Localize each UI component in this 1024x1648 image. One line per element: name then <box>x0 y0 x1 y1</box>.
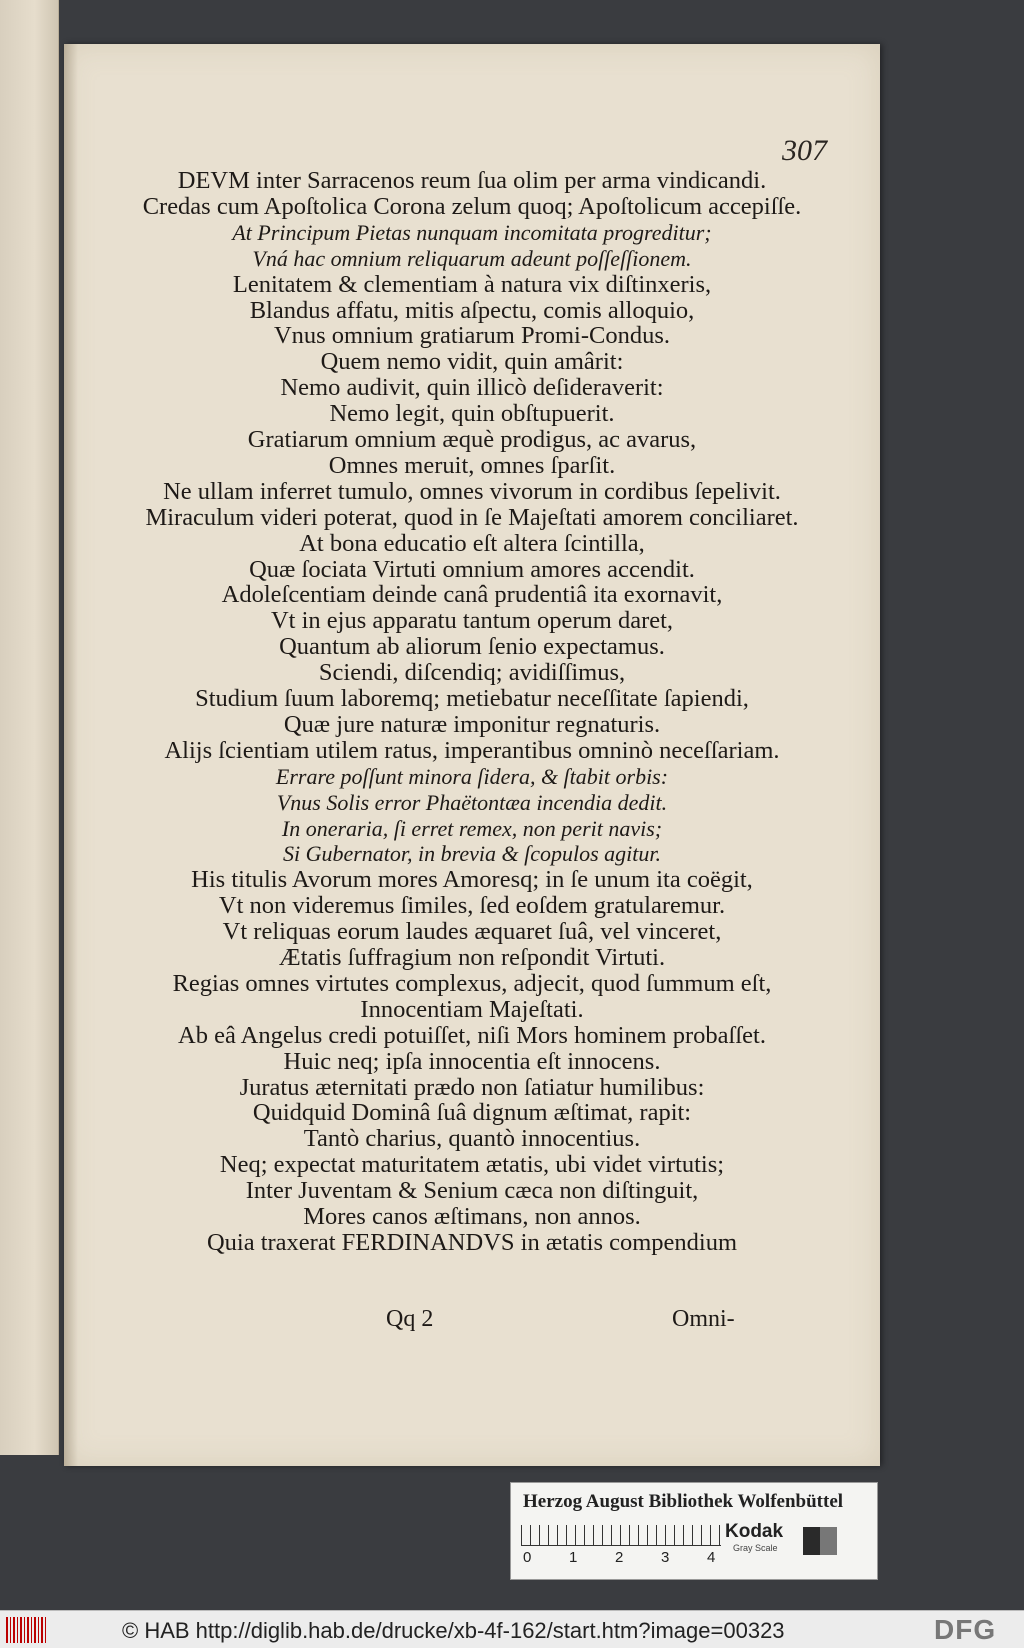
ruler-number: 3 <box>661 1549 670 1566</box>
text-line: Quem nemo vidit, quin amârit: <box>320 348 624 375</box>
kodak-brand: Kodak <box>725 1521 784 1542</box>
ruler-number: 2 <box>615 1549 624 1566</box>
text-line: Vná hac omnium reliquarum adeunt poſſeſſionem. <box>252 246 692 271</box>
source-credit-link[interactable]: © HAB http://diglib.hab.de/drucke/xb-4f-162/start.htm?image=00323 <box>122 1618 785 1643</box>
text-line: Quantum ab aliorum ſenio expectamus. <box>279 633 665 660</box>
scale-ruler <box>521 1525 721 1546</box>
text-line: Errare poſſunt minora ſidera, & ſtabit orbis: <box>275 764 669 789</box>
text-line: Blandus affatu, mitis aſpectu, comis alloquio, <box>249 297 695 324</box>
text-line: Si Gubernator, in brevia & ſcopulos agitur. <box>282 841 662 866</box>
text-line: Vt reliquas eorum laudes æquaret ſuâ, vel vinceret, <box>222 918 722 945</box>
ruler-number: 1 <box>569 1549 578 1566</box>
text-line: Vnus omnium gratiarum Promi-Condus. <box>273 322 671 349</box>
text-line: Lenitatem & clementiam à natura vix diſtinxeris, <box>232 271 712 298</box>
page-footer <box>64 1306 880 1336</box>
text-line: Nemo audivit, quin illicò deſideraverit: <box>280 374 664 401</box>
text-line: His titulis Avorum mores Amoresq; in ſe unum ita coëgit, <box>191 866 753 893</box>
text-line: Alijs ſcientiam utilem ratus, imperantibus omninò neceſſariam. <box>164 737 780 764</box>
text-line: Sciendi, diſcendiq; avidiſſimus, <box>318 659 626 686</box>
ruler-number: 4 <box>707 1549 716 1566</box>
text-line: Vt non videremus ſimiles, ſed eoſdem gratularemur. <box>218 892 726 919</box>
text-line: Quæ ſociata Virtuti omnium amores accendit. <box>249 556 695 583</box>
text-line: Ætatis ſuffragium non reſpondit Virtuti. <box>278 944 666 971</box>
text-line: Nemo legit, quin obſtupuerit. <box>329 400 615 427</box>
text-line: Mores canos æſtimans, non annos. <box>303 1203 641 1230</box>
barcode-icon <box>6 1617 46 1643</box>
text-line: Miraculum videri poterat, quod in ſe Majeſtati amorem conciliaret. <box>145 504 799 531</box>
text-line: At bona educatio eſt altera ſcintilla, <box>299 530 645 557</box>
left-facing-page-edge <box>0 0 59 1455</box>
text-line: Gratiarum omnium æquè prodigus, ac avarus, <box>247 426 697 453</box>
text-line: Huic neq; ipſa innocentia eſt innocens. <box>283 1048 661 1075</box>
viewer-footer-bar <box>0 1610 1024 1648</box>
text-line: Credas cum Apoſtolica Corona zelum quoq; Apoſtolicum accepiſſe. <box>142 193 802 220</box>
dfg-logo: DFG <box>934 1614 997 1645</box>
signature-mark: Qq 2 <box>386 1306 434 1332</box>
text-line: At Principum Pietas nunquam incomitata progreditur; <box>232 220 712 245</box>
text-line: Tantò charius, quantò innocentius. <box>303 1125 641 1152</box>
text-line: Quia traxerat FERDINANDVS in ætatis compendium <box>206 1229 738 1256</box>
text-line: DEVM inter Sarracenos reum ſua olim per arma vindicandi. <box>177 167 767 194</box>
text-line: Studium ſuum laboremq; metiebatur neceſſitate ſapiendi, <box>195 685 749 712</box>
text-line: Innocentiam Majeſtati. <box>360 996 584 1023</box>
page-number: 307 <box>782 134 827 167</box>
text-line: Inter Juventam & Senium cæca non diſtinguit, <box>245 1177 699 1204</box>
color-calibration-card <box>510 1482 878 1580</box>
text-line: Regias omnes virtutes complexus, adjecit, quod ſummum eſt, <box>172 970 772 997</box>
catchword: Omni- <box>672 1306 735 1332</box>
text-line: In oneraria, ſi erret remex, non perit navis; <box>281 816 663 841</box>
text-line: Ne ullam inferret tumulo, omnes vivorum in cordibus ſepelivit. <box>163 478 781 505</box>
text-line: Vnus Solis error Phaëtontæa incendia dedit. <box>276 790 668 815</box>
library-name: Herzog August Bibliothek Wolfenbüttel <box>523 1491 844 1512</box>
text-line: Omnes meruit, omnes ſparſit. <box>328 452 616 479</box>
text-line: Quidquid Dominâ ſuâ dignum æſtimat, rapit: <box>252 1099 692 1126</box>
gray-scale-label: Gray Scale <box>733 1543 778 1553</box>
text-line: Quæ jure naturæ imponitur regnaturis. <box>283 711 661 738</box>
book-page <box>64 44 880 1466</box>
text-line: Neq; expectat maturitatem ætatis, ubi videt virtutis; <box>219 1151 725 1178</box>
gray-swatch <box>803 1527 837 1555</box>
text-line: Juratus æternitati prædo non ſatiatur humilibus: <box>239 1074 705 1101</box>
text-line: Vt in ejus apparatu tantum operum daret, <box>270 607 674 634</box>
text-line: Adoleſcentiam deinde canâ prudentiâ ita exornavit, <box>221 581 723 608</box>
text-line: Ab eâ Angelus credi potuiſſet, niſi Mors hominem probaſſet. <box>178 1022 766 1049</box>
ruler-number: 0 <box>523 1549 532 1566</box>
